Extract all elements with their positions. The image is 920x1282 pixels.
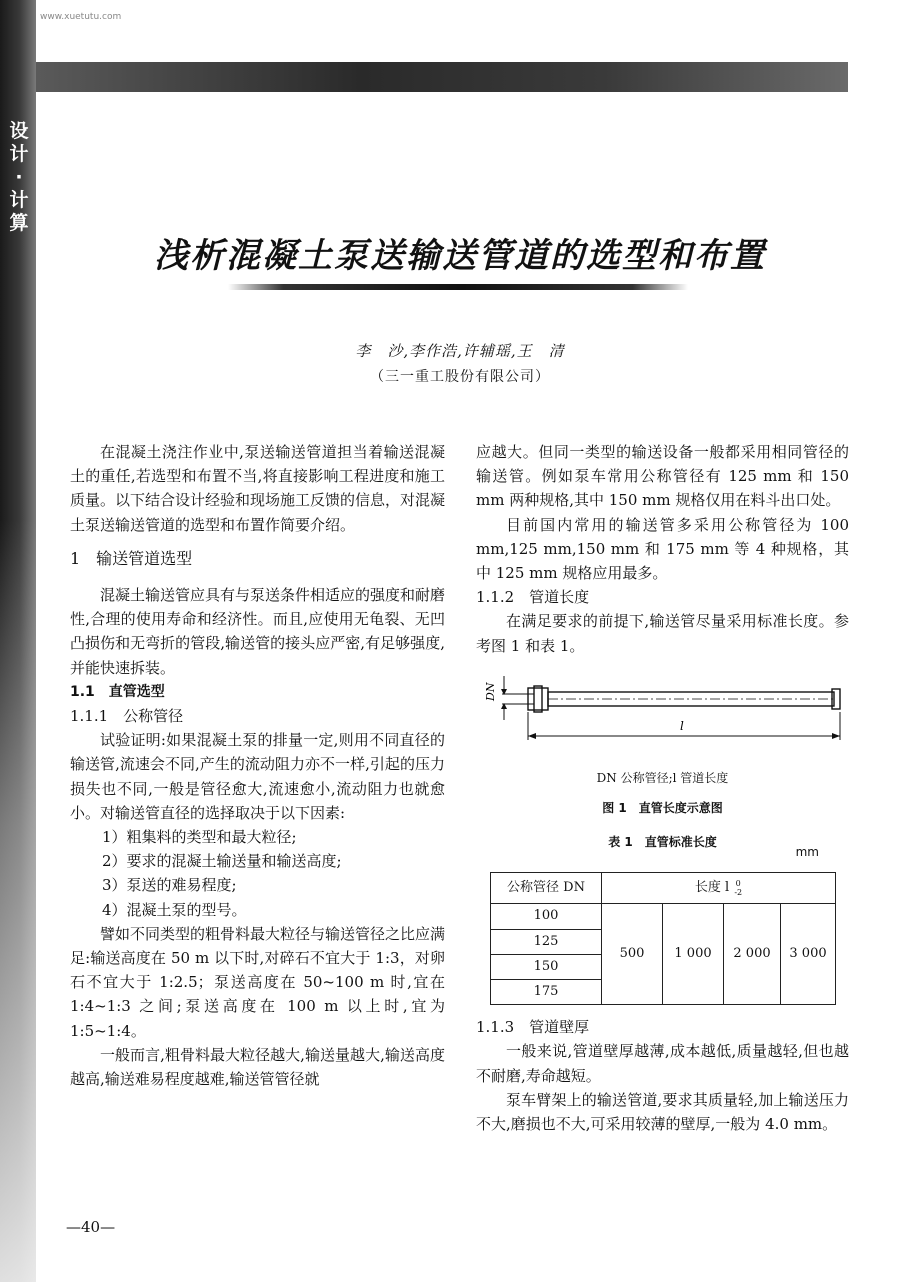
table-cell: 125 [491,929,602,954]
paragraph: 泵车臂架上的输送管道,要求其质量轻,加上输送压力不大,磨损也不大,可采用较薄的壁厚,一般为 4.0 mm。 [476,1090,849,1134]
left-side-bar [0,0,36,1282]
table-cell: 100 [491,904,602,929]
right-column [476,440,849,1136]
authors: 李 沙,李作浩,许辅瑶,王 清 [355,342,565,360]
section-tag-char: 算 [9,212,29,234]
pipe-flange [528,688,548,710]
table-cell: 1 000 [663,904,724,1005]
list-item: 1）粗集料的类型和最大粒径; [102,828,297,847]
table-cell: 3 000 [781,904,836,1005]
section-heading-1: 1 输送管道选型 [70,548,193,568]
list-item: 4）混凝土泵的型号。 [102,900,247,919]
length-arrow [528,733,536,739]
intro-paragraph: 在混凝土浇注作业中,泵送输送管道担当着输送混凝土的重任,若选型和布置不当,将直接影响工程进度和施工质量。以下结合设计经验和现场施工反馈的信息，对混凝土泵送输送管道的选型和布置作简要介绍。 [70,443,446,534]
paragraph: 譬如不同类型的粗骨料最大粒径与输送管径之比应满足:输送高度在 50 m 以下时,对碎石不宜大于 1:3，对卵石不宜大于 1:2.5；泵送高度在 50~100 m 时,宜在 1:4~1:3 之间;泵送高度在 100 m 以上时,宜为 1:5~1:4。 [70,924,446,1040]
pipe-flange [534,686,542,712]
figure-legend: DN 公称管径;l 管道长度 [596,770,729,785]
paragraph: 试验证明:如果混凝土泵的排量一定,则用不同直径的输送管,流速会不同,产生的流动阻力亦不一样,引起的压力损失也不同,一般是管径愈大,流速愈小,流动阻力也就愈小。对输送管直径的选择取决于以下因素: [70,731,445,822]
paragraph: 一般而言,粗骨料最大粒径越大,输送量越大,输送高度越高,输送难易程度越难,输送管管径就 [70,1045,445,1089]
section-heading-1-1-1: 1.1.1 公称管径 [70,707,184,726]
list-item: 3）泵送的难易程度; [102,876,237,895]
length-label: l [680,718,684,733]
table-cell: 2 000 [724,904,781,1005]
table-cell: 150 [491,954,602,979]
dn-label: DN [484,682,497,701]
left-column [70,440,445,1091]
table-header: 公称管径 DN [491,873,602,904]
section-heading-1-1: 1.1 直管选型 [70,683,165,700]
figure-1 [476,672,849,762]
affiliation: （三一重工股份有限公司） [370,369,550,385]
header-band [36,62,848,92]
page-number: —40— [66,1218,116,1236]
pipe-diagram [476,672,849,762]
table-cell: 175 [491,980,602,1005]
watermark: www.xuetutu.com [40,12,122,22]
section-heading-1-1-2: 1.1.2 管道长度 [476,588,590,607]
table-title: 表 1 直管标准长度 [608,835,717,850]
paragraph: 混凝土输送管应具有与泵送条件相适应的强度和耐磨性,合理的使用寿命和经济性。而且,应使用无龟裂、无凹凸损伤和无弯折的管段,输送管的接头应严密,有足够强度,并能快速拆装。 [70,586,446,677]
title-underline [228,284,688,290]
section-tag-char: 计 [9,189,29,211]
tolerance-lower: -2 [734,887,743,897]
table-unit: mm [795,845,819,860]
paragraph: 应越大。但同一类型的输送设备一般都采用相同管径的输送管。例如泵车常用公称管径有 125 mm 和 150 mm 两种规格,其中 150 mm 规格仅用在料斗出口处。 [476,443,849,510]
section-tag-char: 设 [9,120,29,142]
section-tag-char: 计 [9,143,29,165]
paragraph: 在满足要求的前提下,输送管尽量采用标准长度。参考图 1 和表 1。 [476,612,849,655]
list-item: 2）要求的混凝土输送量和输送高度; [102,852,342,871]
section-tag-char: · [15,166,23,188]
article-title: 浅析混凝土泵送输送管道的选型和布置 [154,236,766,276]
table-cell: 500 [602,904,663,1005]
paragraph: 目前国内常用的输送管多采用公称管径为 100 mm,125 mm,150 mm 和 175 mm 等 4 种规格，其中 125 mm 规格应用最多。 [476,515,849,583]
tolerance-upper: 0 [735,878,741,888]
table-header [602,873,836,904]
section-heading-1-1-3: 1.1.3 管道壁厚 [476,1018,590,1037]
figure-caption: 图 1 直管长度示意图 [602,801,723,816]
length-arrow [832,733,840,739]
paragraph: 一般来说,管道壁厚越薄,成本越低,质量越轻,但也越不耐磨,寿命越短。 [476,1042,849,1085]
table-header-label: 长度 l [694,880,730,896]
standard-length-table [490,872,836,1005]
table-caption [476,830,849,860]
section-tag [6,120,32,235]
